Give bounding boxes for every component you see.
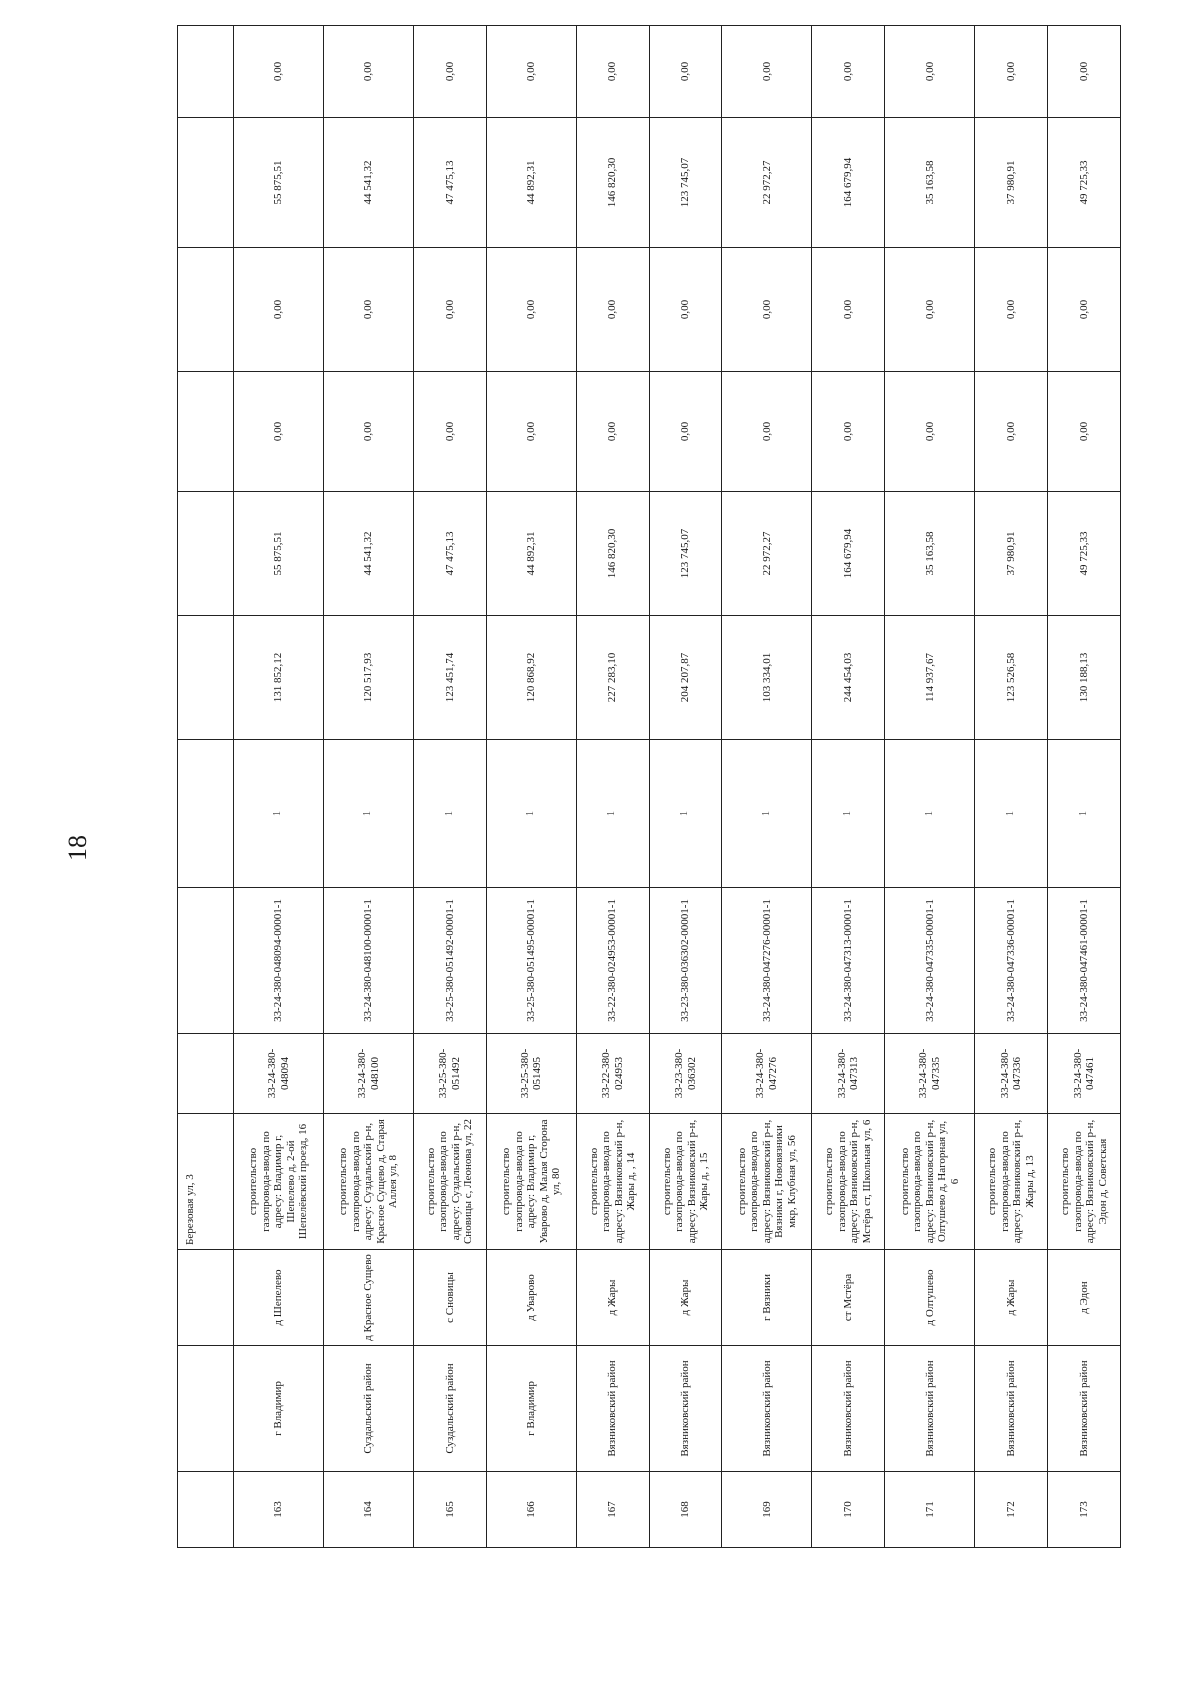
last-value-cell: 0,00 (486, 26, 576, 118)
table-row (812, 26, 885, 1548)
cadastral-number-cell: 33-24-380-048094 (234, 1034, 324, 1114)
object-description-cell: строительство газопровода-ввода по адресу: Вязниковский р-н, Жары д, , 15 (649, 1114, 722, 1250)
district-cell: Вязниковский район (722, 1346, 812, 1472)
locality-cell: ст Мстёра (812, 1250, 885, 1346)
cell-empty (178, 1472, 234, 1548)
cost-cell: 37 980,91 (975, 492, 1048, 616)
total-cost-cell: 131 852,12 (234, 616, 324, 740)
cadastral-number-cell: 33-24-380-048100 (324, 1034, 414, 1114)
district-cell: Вязниковский район (885, 1346, 975, 1472)
amount-cell: 49 725,33 (1048, 118, 1121, 248)
object-description-cell: строительство газопровода-ввода по адресу: Вязниковский р-н, Вязники г, Нововязники мкр, Клубная ул, 56 (722, 1114, 812, 1250)
object-description-cell: строительство газопровода-ввода по адресу: Вязниковский р-н, Жары д, 13 (975, 1114, 1048, 1250)
zero-value-cell: 0,00 (234, 248, 324, 372)
amount-cell: 164 679,94 (812, 118, 885, 248)
locality-cell: д Красное Сущево (324, 1250, 414, 1346)
flag-cell: 1 (324, 740, 414, 888)
cadastral-number-cell: 33-24-380-047276 (722, 1034, 812, 1114)
contract-number-cell: 33-25-380-051495-00001-1 (486, 888, 576, 1034)
district-cell: г Владимир (234, 1346, 324, 1472)
zero-value-cell: 0,00 (486, 248, 576, 372)
address-tail-cell: Березовая ул, 3 (178, 1114, 234, 1250)
cell-empty (178, 118, 234, 248)
table-row (1048, 26, 1121, 1548)
row-number-cell: 166 (486, 1472, 576, 1548)
total-cost-cell: 130 188,13 (1048, 616, 1121, 740)
amount-cell: 22 972,27 (722, 118, 812, 248)
row-number-cell: 167 (576, 1472, 649, 1548)
flag-cell: 1 (486, 740, 576, 888)
object-description-cell: строительство газопровода-ввода по адресу: Вязниковский р-н, Эдон д, Советская (1048, 1114, 1121, 1250)
cell-empty (178, 248, 234, 372)
flag-cell: 1 (812, 740, 885, 888)
cell-empty (178, 1034, 234, 1114)
contract-number-cell: 33-25-380-051492-00001-1 (414, 888, 487, 1034)
zero-value-cell: 0,00 (324, 248, 414, 372)
locality-cell: д Жары (975, 1250, 1048, 1346)
last-value-cell: 0,00 (414, 26, 487, 118)
locality-cell: г Вязники (722, 1250, 812, 1346)
table-row (414, 26, 487, 1548)
object-description-cell: строительство газопровода-ввода по адресу: Вязниковский р-н, Мстёра ст, Школьная ул, 6 (812, 1114, 885, 1250)
row-number-cell: 168 (649, 1472, 722, 1548)
object-description-cell: строительство газопровода-ввода по адресу: Вязниковский р-н, Олтушево д, Нагорная ул, 6 (885, 1114, 975, 1250)
flag-cell: 1 (722, 740, 812, 888)
zero-value-cell: 0,00 (1048, 372, 1121, 492)
cadastral-number-cell: 33-24-380-047461 (1048, 1034, 1121, 1114)
cost-cell: 164 679,94 (812, 492, 885, 616)
object-description-cell: строительство газопровода-ввода по адресу: Владимир г, Уварово д, Малая Сторона ул, 80 (486, 1114, 576, 1250)
district-cell: Вязниковский район (812, 1346, 885, 1472)
zero-value-cell: 0,00 (486, 372, 576, 492)
table-body (178, 26, 1121, 1548)
cadastral-number-cell: 33-22-380-024953 (576, 1034, 649, 1114)
amount-cell: 55 875,51 (234, 118, 324, 248)
last-value-cell: 0,00 (234, 26, 324, 118)
table-row (885, 26, 975, 1548)
contract-number-cell: 33-23-380-036302-00001-1 (649, 888, 722, 1034)
table-row (975, 26, 1048, 1548)
district-cell: г Владимир (486, 1346, 576, 1472)
zero-value-cell: 0,00 (576, 372, 649, 492)
last-value-cell: 0,00 (975, 26, 1048, 118)
table-row (324, 26, 414, 1548)
contract-number-cell: 33-24-380-047276-00001-1 (722, 888, 812, 1034)
locality-cell: д Олтушево (885, 1250, 975, 1346)
cost-cell: 55 875,51 (234, 492, 324, 616)
total-cost-cell: 123 526,58 (975, 616, 1048, 740)
page-number: 18 (63, 835, 92, 861)
contract-number-cell: 33-24-380-047461-00001-1 (1048, 888, 1121, 1034)
cost-cell: 47 475,13 (414, 492, 487, 616)
row-number-cell: 171 (885, 1472, 975, 1548)
cost-cell: 146 820,30 (576, 492, 649, 616)
zero-value-cell: 0,00 (414, 372, 487, 492)
row-number-cell: 172 (975, 1472, 1048, 1548)
row-number-cell: 173 (1048, 1472, 1121, 1548)
contract-number-cell: 33-22-380-024953-00001-1 (576, 888, 649, 1034)
locality-cell: д Жары (649, 1250, 722, 1346)
cadastral-number-cell: 33-25-380-051492 (414, 1034, 487, 1114)
flag-cell: 1 (576, 740, 649, 888)
district-cell: Вязниковский район (975, 1346, 1048, 1472)
cost-cell: 35 163,58 (885, 492, 975, 616)
zero-value-cell: 0,00 (324, 372, 414, 492)
locality-cell: д Жары (576, 1250, 649, 1346)
zero-value-cell: 0,00 (649, 372, 722, 492)
last-value-cell: 0,00 (885, 26, 975, 118)
flag-cell: 1 (975, 740, 1048, 888)
zero-value-cell: 0,00 (722, 248, 812, 372)
total-cost-cell: 120 868,92 (486, 616, 576, 740)
amount-cell: 123 745,07 (649, 118, 722, 248)
contract-number-cell: 33-24-380-047335-00001-1 (885, 888, 975, 1034)
row-number-cell: 169 (722, 1472, 812, 1548)
flag-cell: 1 (414, 740, 487, 888)
total-cost-cell: 114 937,67 (885, 616, 975, 740)
cadastral-number-cell: 33-24-380-047335 (885, 1034, 975, 1114)
total-cost-cell: 244 454,03 (812, 616, 885, 740)
cost-cell: 22 972,27 (722, 492, 812, 616)
cell-empty (178, 1346, 234, 1472)
total-cost-cell: 103 334,01 (722, 616, 812, 740)
row-number-cell: 164 (324, 1472, 414, 1548)
cell-empty (178, 616, 234, 740)
total-cost-cell: 227 283,10 (576, 616, 649, 740)
locality-cell: с Сновицы (414, 1250, 487, 1346)
table-row (234, 26, 324, 1548)
amount-cell: 44 541,32 (324, 118, 414, 248)
locality-cell: д Эдон (1048, 1250, 1121, 1346)
district-cell: Вязниковский район (649, 1346, 722, 1472)
last-value-cell: 0,00 (722, 26, 812, 118)
flag-cell: 1 (1048, 740, 1121, 888)
zero-value-cell: 0,00 (812, 248, 885, 372)
cadastral-number-cell: 33-24-380-047313 (812, 1034, 885, 1114)
zero-value-cell: 0,00 (885, 372, 975, 492)
district-cell: Вязниковский район (1048, 1346, 1121, 1472)
cell-empty (178, 740, 234, 888)
cell-empty (178, 1250, 234, 1346)
last-value-cell: 0,00 (1048, 26, 1121, 118)
district-cell: Вязниковский район (576, 1346, 649, 1472)
locality-cell: д Шепелево (234, 1250, 324, 1346)
cost-cell: 44 541,32 (324, 492, 414, 616)
cadastral-number-cell: 33-23-380-036302 (649, 1034, 722, 1114)
object-description-cell: строительство газопровода-ввода по адресу: Владимир г, Шепелево д, 2-ой Шепелёвский проезд, 16 (234, 1114, 324, 1250)
cadastral-number-cell: 33-25-380-051495 (486, 1034, 576, 1114)
zero-value-cell: 0,00 (885, 248, 975, 372)
row-number-cell: 165 (414, 1472, 487, 1548)
zero-value-cell: 0,00 (1048, 248, 1121, 372)
zero-value-cell: 0,00 (576, 248, 649, 372)
object-description-cell: строительство газопровода-ввода по адресу: Суздальский р-н, Красное Сущево д, Старая Аллея ул, 8 (324, 1114, 414, 1250)
district-cell: Суздальский район (414, 1346, 487, 1472)
last-value-cell: 0,00 (324, 26, 414, 118)
total-cost-cell: 123 451,74 (414, 616, 487, 740)
rotated-table-sheet (177, 61, 1121, 1548)
last-value-cell: 0,00 (812, 26, 885, 118)
table-row (486, 26, 576, 1548)
district-cell: Суздальский район (324, 1346, 414, 1472)
total-cost-cell: 204 207,87 (649, 616, 722, 740)
zero-value-cell: 0,00 (414, 248, 487, 372)
row-number-cell: 163 (234, 1472, 324, 1548)
cell-empty (178, 888, 234, 1034)
continued-row (178, 26, 234, 1548)
last-value-cell: 0,00 (649, 26, 722, 118)
last-value-cell: 0,00 (576, 26, 649, 118)
flag-cell: 1 (234, 740, 324, 888)
cost-cell: 44 892,31 (486, 492, 576, 616)
registry-table (177, 25, 1121, 1548)
cell-empty (178, 26, 234, 118)
total-cost-cell: 120 517,93 (324, 616, 414, 740)
cost-cell: 123 745,07 (649, 492, 722, 616)
locality-cell: д Уварово (486, 1250, 576, 1346)
amount-cell: 37 980,91 (975, 118, 1048, 248)
amount-cell: 146 820,30 (576, 118, 649, 248)
flag-cell: 1 (649, 740, 722, 888)
row-number-cell: 170 (812, 1472, 885, 1548)
table-row (576, 26, 649, 1548)
object-description-cell: строительство газопровода-ввода по адресу: Вязниковский р-н, Жары д, , 14 (576, 1114, 649, 1250)
cadastral-number-cell: 33-24-380-047336 (975, 1034, 1048, 1114)
zero-value-cell: 0,00 (975, 372, 1048, 492)
cell-empty (178, 372, 234, 492)
zero-value-cell: 0,00 (649, 248, 722, 372)
zero-value-cell: 0,00 (812, 372, 885, 492)
table-row (649, 26, 722, 1548)
cost-cell: 49 725,33 (1048, 492, 1121, 616)
object-description-cell: строительство газопровода-ввода по адресу: Суздальский р-н, Сновицы с, Леонова ул, 22 (414, 1114, 487, 1250)
contract-number-cell: 33-24-380-048094-00001-1 (234, 888, 324, 1034)
amount-cell: 44 892,31 (486, 118, 576, 248)
contract-number-cell: 33-24-380-047336-00001-1 (975, 888, 1048, 1034)
cell-empty (178, 492, 234, 616)
flag-cell: 1 (885, 740, 975, 888)
zero-value-cell: 0,00 (975, 248, 1048, 372)
zero-value-cell: 0,00 (722, 372, 812, 492)
amount-cell: 47 475,13 (414, 118, 487, 248)
contract-number-cell: 33-24-380-047313-00001-1 (812, 888, 885, 1034)
zero-value-cell: 0,00 (234, 372, 324, 492)
table-row (722, 26, 812, 1548)
contract-number-cell: 33-24-380-048100-00001-1 (324, 888, 414, 1034)
amount-cell: 35 163,58 (885, 118, 975, 248)
